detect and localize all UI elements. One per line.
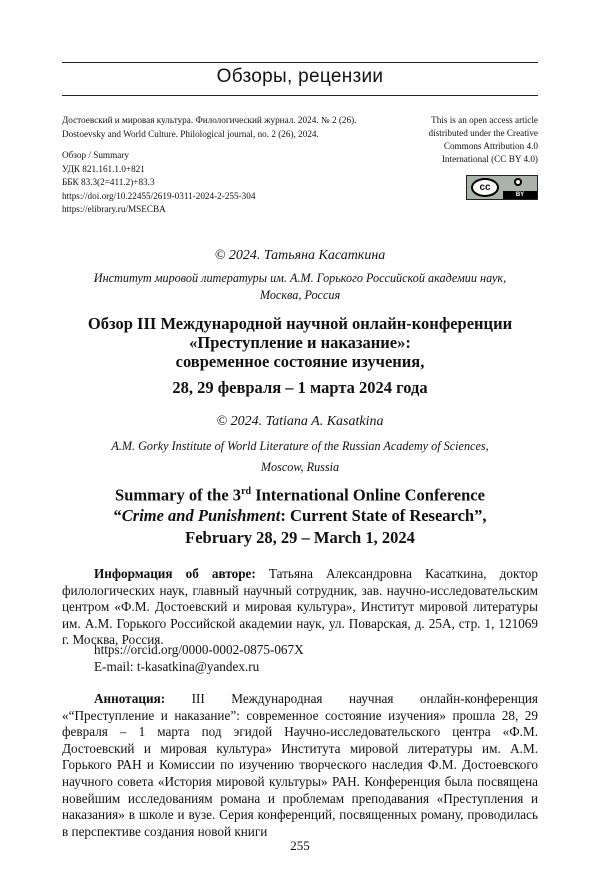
affiliation-en [62,436,538,478]
title-en-rest: : Current State of Research”, [280,505,487,525]
title-ru-line: современное состояние изучения, [175,352,425,371]
title-ru-line: Обзор III Международной научной онлайн-конференции [87,314,513,333]
title-en-line [62,482,538,506]
author-info-text: Татьяна Александровна Касаткина, доктор филологических наук, главный научный сотрудник, зав. научно-исследовательским центром «Ф.М. Достоевский и мировая культура», Институт мировой литературы им. А.М. Горького Российской академии наук, ул. Поварская, д. 25А, стр. 1, 121069 г. Москва, Россия. [62,566,538,648]
title-en-ordinal: rd [241,486,252,497]
rubric: Обзор / Summary [62,150,129,160]
title-en-post: International Online Conference [251,485,485,505]
abstract [62,691,538,840]
by-label: BY [503,191,537,199]
license-line: International (CC BY 4.0) [441,154,538,164]
title-en-quote: “ [113,505,122,525]
abstract-text: III Международная научная онлайн-конференция «“Преступление и наказание”: современное состояние изучения» прошла 28, 29 февраля – 1 марта под эгидой Научно-исследовательского центра «Ф.М. Достоевский и мировая культура» Института мировой литературы им. А.М. Горького РАН и Комиссии по изучению творческого наследия Ф.М. Достоевского научного совета «История мировой культуры» РАН. Конференция была посвящена новейшим исследованиям романа и проблемам преподавания «Преступления и наказания» в школе и вузе. Серия конференций, посвященных роману, проводилась в перспективе создания новой книги [62,691,538,839]
header-rule [62,95,538,96]
creative-commons-icon[interactable] [466,175,538,200]
section-title: Обзоры, рецензии [216,66,384,87]
bbk-code: ББК 83.3(2=411.2)+83.3 [62,177,155,187]
citation-en: Dostoevsky and World Culture. Philological journal, no. 2 (26), 2024. [62,128,319,139]
license-line: distributed under the Creative [428,128,538,138]
title-en-line [62,506,538,526]
title-ru-line: «Преступление и наказание»: [189,333,411,352]
attribution-icon [507,178,529,192]
abstract-label: Аннотация: [94,691,166,706]
citation-ru: Достоевский и мировая культура. Филологический журнал. 2024. № 2 (26). [62,115,357,125]
license-note [378,114,538,166]
orcid-link[interactable]: https://orcid.org/0000-0002-0875-067X [94,642,304,657]
elibrary-link[interactable]: https://elibrary.ru/MSECBA [62,204,166,214]
affiliation-ru [62,270,538,304]
author-contacts [62,642,570,675]
doi-link[interactable]: https://doi.org/10.22455/2619-0311-2024-2-255-304 [62,190,256,201]
title-en-novel: Crime and Punishment [121,505,281,525]
author-info [62,566,538,649]
conference-dates-en: February 28, 29 – March 1, 2024 [185,528,415,547]
affiliation-ru-line: Институт мировой литературы им. А.М. Горького Российской академии наук, [93,271,507,285]
article-meta [62,114,392,217]
author-en: © 2024. Tatiana A. Kasatkina [216,414,384,429]
conference-dates-ru: 28, 29 февраля – 1 марта 2024 года [172,378,428,397]
author-info-label: Информация об авторе: [94,566,256,581]
license-line: Commons Attribution 4.0 [443,141,538,151]
author-ru: © 2024. Татьяна Касаткина [214,248,386,263]
affiliation-en-line: A.M. Gorky Institute of World Literature of the Russian Academy of Sciences, [111,439,489,453]
affiliation-ru-city: Москва, Россия [259,288,341,302]
title-en-pre: Summary of the 3 [115,485,242,505]
email-link[interactable]: E-mail: t-kasatkina@yandex.ru [94,658,260,674]
affiliation-en-city: Moscow, Russia [260,460,340,474]
cc-logo-icon: cc [471,178,499,197]
license-line: This is an open access article [431,115,538,125]
page-number: 255 [290,838,310,853]
top-rule [62,62,538,63]
title-ru [62,314,538,371]
title-en [62,482,538,526]
udk-code: УДК 821.161.1.0+821 [62,163,145,174]
